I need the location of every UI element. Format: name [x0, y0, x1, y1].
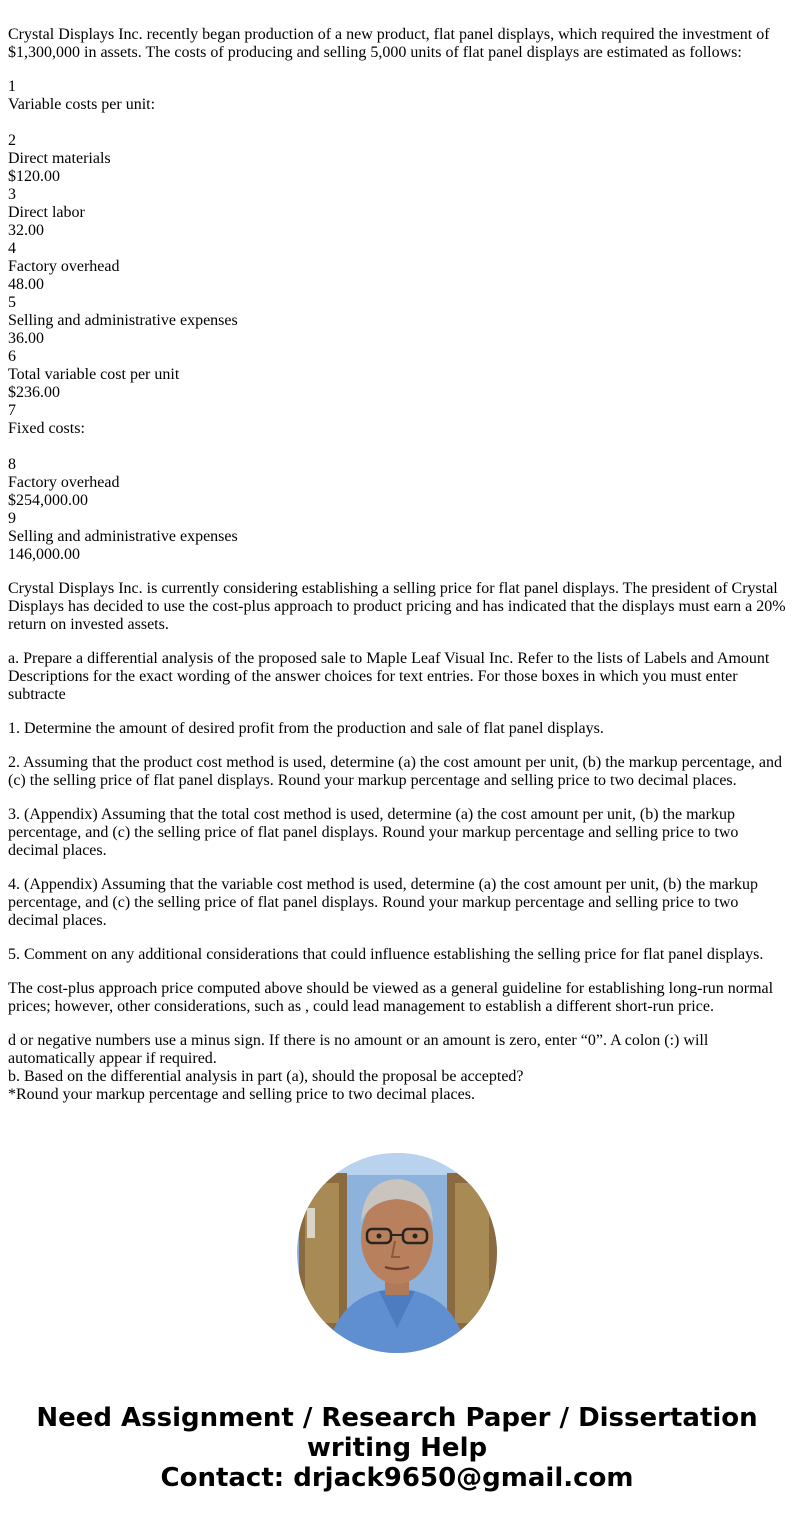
row-number: 8: [8, 456, 16, 473]
row-label: Selling and administrative expenses: [8, 528, 238, 545]
pricing-paragraph: Crystal Displays Inc. is currently considering establishing a selling price for flat panel displays. The president of Crystal Displays has decided to use the cost-plus approach to product pricing and has indicated that the displays must earn a 20% return on invested assets.: [8, 580, 786, 633]
row-number: 6: [8, 348, 16, 365]
part-b-question: b. Based on the differential analysis in part (a), should the proposal be accepted?: [8, 1068, 524, 1085]
row-number: 5: [8, 294, 16, 311]
row-label: Total variable cost per unit: [8, 366, 180, 383]
row-number: 2: [8, 132, 16, 149]
row-label: Direct labor: [8, 204, 85, 221]
row-value: $120.00: [8, 168, 60, 185]
avatar: [297, 1153, 497, 1353]
cost-table: [8, 78, 787, 564]
row-number: 3: [8, 186, 16, 203]
instruction-note: d or negative numbers use a minus sign. If there is no amount or an amount is zero, enter “0”. A colon (:) will automatically appear if required.: [8, 1032, 709, 1067]
row-value: $254,000.00: [8, 492, 88, 509]
row-value: $236.00: [8, 384, 60, 401]
row-number: 9: [8, 510, 16, 527]
row-empty-value: [8, 114, 787, 132]
promo-line-1: Need Assignment / Research Paper / Dissertation: [36, 1403, 758, 1433]
promo-contact: Contact: drjack9650@gmail.com: [160, 1463, 634, 1493]
row-number: 7: [8, 402, 16, 419]
promo-banner: [0, 1403, 794, 1493]
intro-paragraph: Crystal Displays Inc. recently began production of a new product, flat panel displays, which required the investment of $1,300,000 in assets. The costs of producing and selling 5,000 units of flat panel displays are estimated as follows:: [8, 26, 770, 61]
promo-line-2: writing Help: [306, 1433, 488, 1463]
row-label: Direct materials: [8, 150, 111, 167]
row-label: Factory overhead: [8, 258, 120, 275]
row-number: 1: [8, 78, 16, 95]
row-label: Selling and administrative expenses: [8, 312, 238, 329]
row-label: Factory overhead: [8, 474, 120, 491]
document-body: [8, 26, 787, 1104]
row-label: Variable costs per unit:: [8, 96, 156, 113]
question-4: 4. (Appendix) Assuming that the variable cost method is used, determine (a) the cost amount per unit, (b) the markup percentage, and (c) the selling price of flat panel displays. Round your markup percentage and selling price to two decimal places.: [8, 876, 759, 929]
row-value: 36.00: [8, 330, 44, 347]
row-label: Fixed costs:: [8, 420, 85, 437]
cost-plus-paragraph: The cost-plus approach price computed above should be viewed as a general guideline for establishing long-run normal prices; however, other considerations, such as , could lead management to establish a different short-run price.: [8, 980, 774, 1015]
question-2: 2. Assuming that the product cost method is used, determine (a) the cost amount per unit, (b) the markup percentage, and (c) the selling price of flat panel displays. Round your markup percentage and selling price to two decimal places.: [8, 754, 783, 789]
question-3: 3. (Appendix) Assuming that the total cost method is used, determine (a) the cost amount per unit, (b) the markup percentage, and (c) the selling price of flat panel displays. Round your markup percentage and selling price to two decimal places.: [8, 806, 739, 859]
row-value: 146,000.00: [8, 546, 80, 563]
row-empty-value: [8, 438, 787, 456]
question-5: 5. Comment on any additional considerations that could influence establishing the selling price for flat panel displays.: [8, 946, 764, 963]
row-value: 48.00: [8, 276, 44, 293]
trailing-notes: [8, 1032, 787, 1104]
question-1: 1. Determine the amount of desired profit from the production and sale of flat panel displays.: [8, 720, 604, 737]
row-value: 32.00: [8, 222, 44, 239]
avatar-portrait: [297, 1153, 497, 1353]
rounding-note: *Round your markup percentage and selling price to two decimal places.: [8, 1086, 475, 1103]
row-number: 4: [8, 240, 16, 257]
part-a-paragraph: a. Prepare a differential analysis of the proposed sale to Maple Leaf Visual Inc. Refer to the lists of Labels and Amount Descriptions for the exact wording of the answer choices for text entries. For those boxes in which you must enter subtracte: [8, 650, 770, 703]
